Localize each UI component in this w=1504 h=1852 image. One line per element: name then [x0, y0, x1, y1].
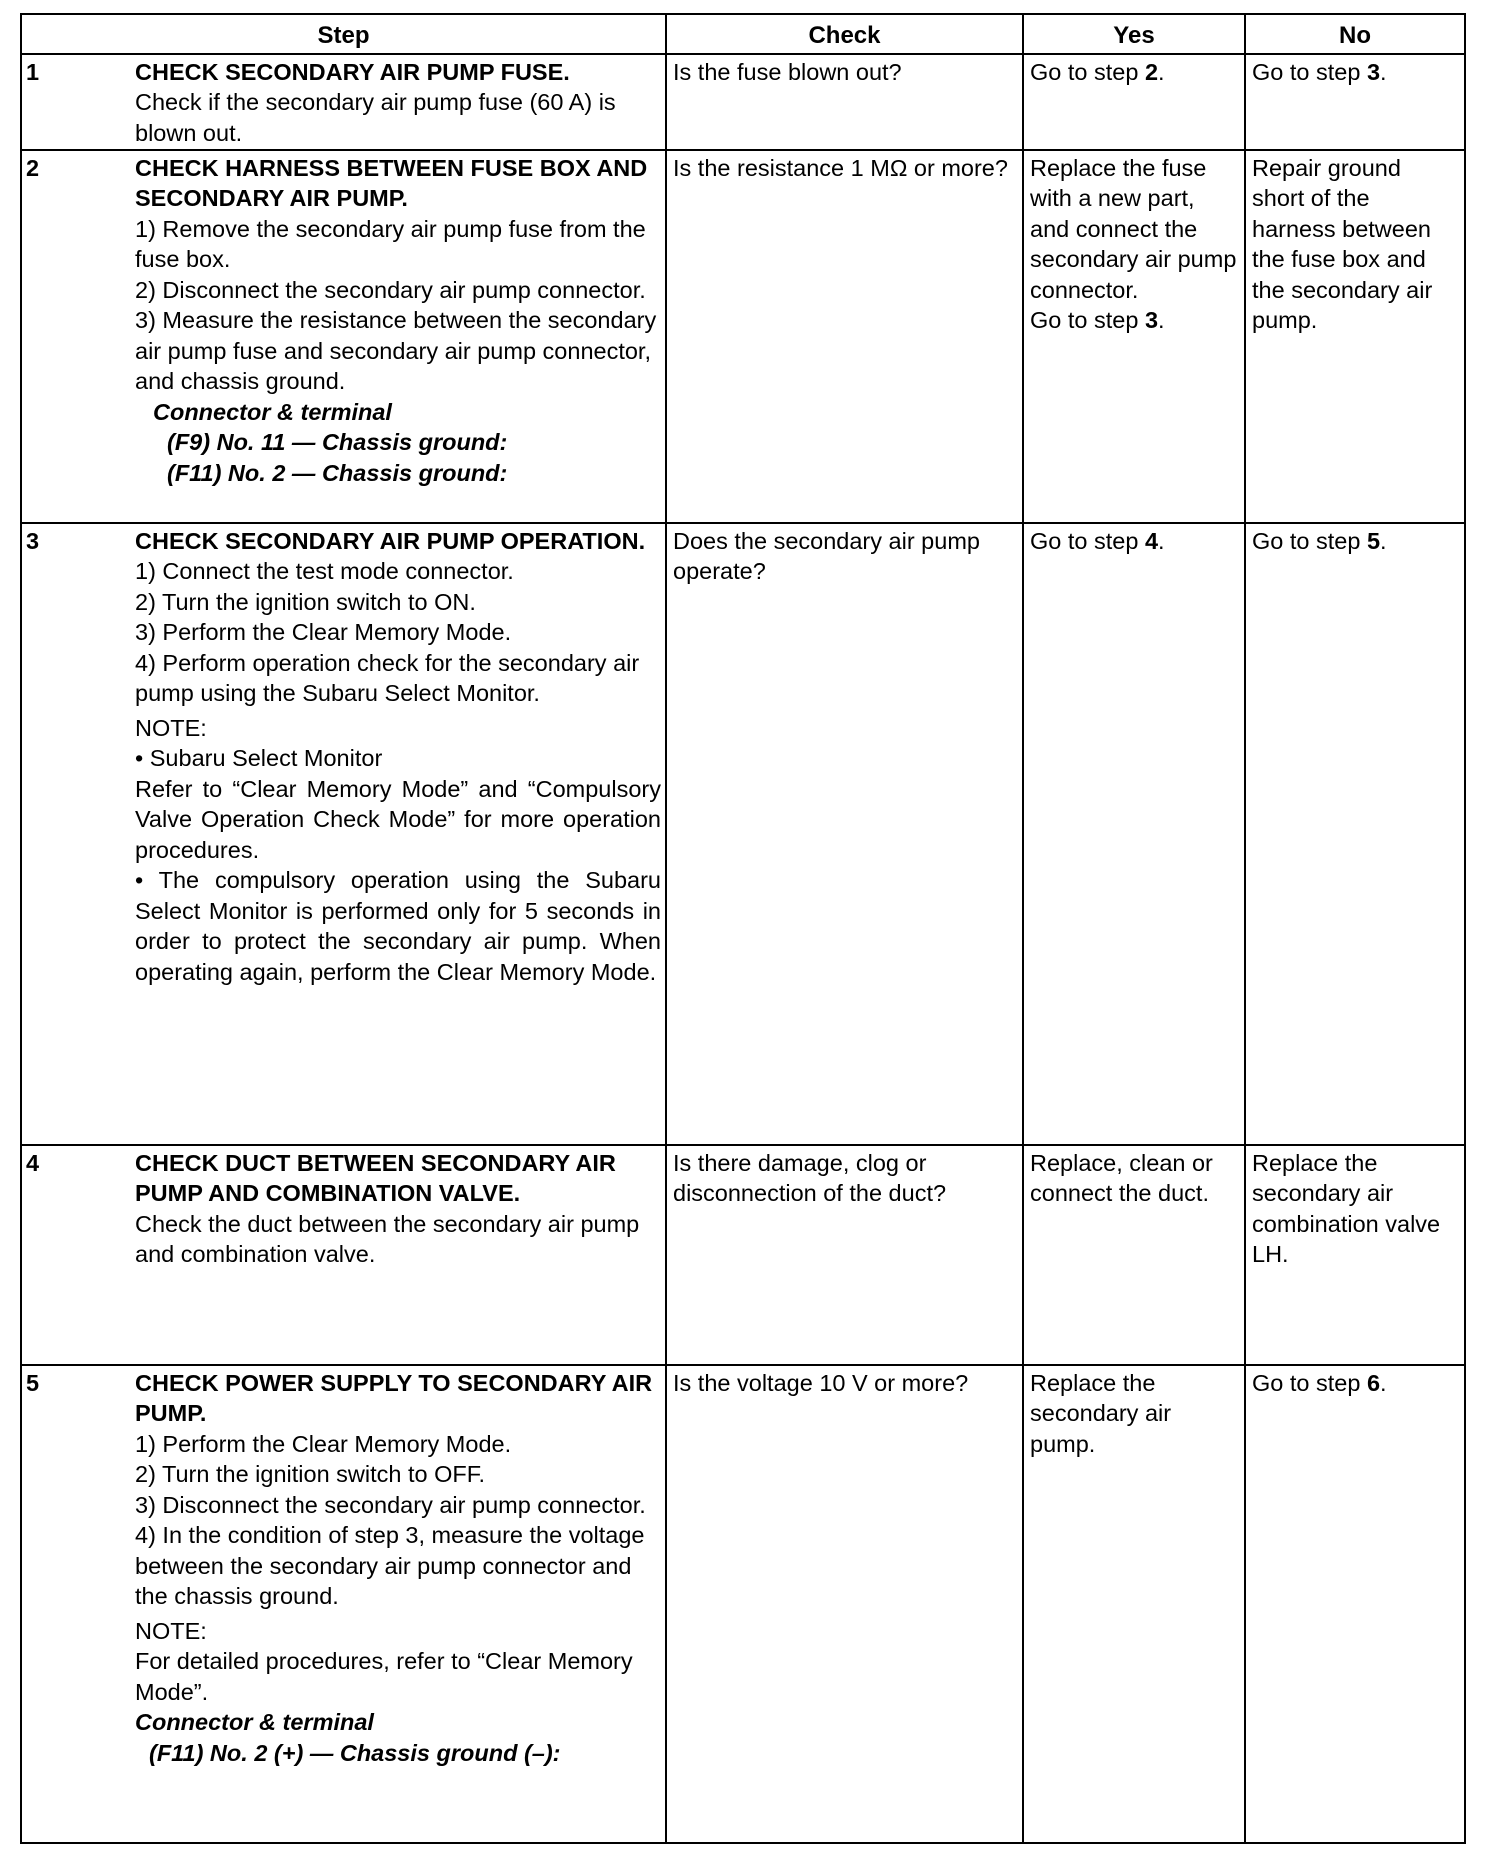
step-title: CHECK POWER SUPPLY TO SECONDARY AIR PUMP.	[135, 1369, 653, 1426]
yes-cell: Replace, clean or connect the duct.	[1023, 1145, 1245, 1365]
check-cell: Is there damage, clog or disconnection of the duct?	[666, 1145, 1023, 1365]
note-bullet: • Subaru Select Monitor	[135, 745, 383, 771]
table-row	[21, 1145, 1465, 1365]
connector-terminal-label: Connector & terminal	[153, 398, 392, 425]
step-cell	[21, 523, 666, 1145]
note-label: NOTE:	[135, 714, 207, 741]
connector-terminal-label: Connector & terminal	[135, 1709, 374, 1735]
no-cell: Repair ground short of the harness between the fuse box and the secondary air pump.	[1245, 150, 1465, 523]
yes-cell	[1023, 150, 1245, 523]
no-cell: Replace the secondary air combination valve LH.	[1245, 1145, 1465, 1365]
no-suffix: .	[1380, 58, 1387, 85]
step-title: CHECK HARNESS BETWEEN FUSE BOX AND SECONDARY AIR PUMP.	[135, 154, 648, 211]
step-substep: 2) Turn the ignition switch to ON.	[135, 588, 476, 615]
step-cell	[21, 1365, 666, 1843]
step-substep: 2) Disconnect the secondary air pump connector.	[135, 276, 646, 303]
no-suffix: .	[1380, 527, 1387, 554]
step-substep: 2) Turn the ignition switch to OFF.	[135, 1461, 486, 1487]
yes-prefix: Go to step	[1030, 307, 1145, 333]
step-number: 1	[26, 58, 40, 85]
step-number: 4	[26, 1149, 40, 1176]
step-substep: 4) Perform operation check for the secondary air pump using the Subaru Select Monitor.	[135, 649, 640, 706]
step-title: CHECK SECONDARY AIR PUMP FUSE.	[135, 58, 570, 85]
no-cell	[1245, 54, 1465, 150]
step-body: Check the duct between the secondary air pump and combination valve.	[135, 1210, 640, 1267]
note-text: For detailed procedures, refer to “Clear Memory Mode”.	[135, 1648, 633, 1705]
no-prefix: Go to step	[1252, 1369, 1367, 1396]
table-row	[21, 54, 1465, 150]
no-step-ref: 3	[1366, 58, 1381, 85]
yes-text: Replace the fuse with a new part, and connect the secondary air pump connector.	[1030, 154, 1237, 303]
step-substep: 1) Remove the secondary air pump fuse from the fuse box.	[135, 215, 646, 272]
connector-terminal-item: (F9) No. 11 — Chassis ground:	[167, 429, 508, 455]
header-check: Check	[666, 14, 1023, 54]
connector-terminal-item: (F11) No. 2 — Chassis ground:	[167, 459, 508, 486]
yes-suffix: .	[1158, 527, 1165, 554]
note-reference: Refer to “Clear Memory Mode” and “Compulsory Valve Operation Check Mode” for more operation procedures.	[135, 775, 661, 863]
no-step-ref: 5	[1366, 527, 1381, 554]
yes-cell: Replace the secondary air pump.	[1023, 1365, 1245, 1843]
table-row	[21, 150, 1465, 523]
no-step-ref: 6	[1366, 1369, 1381, 1396]
table-row	[21, 523, 1465, 1145]
yes-step-ref: 3	[1144, 307, 1159, 333]
step-title: CHECK SECONDARY AIR PUMP OPERATION.	[135, 527, 646, 554]
no-cell	[1245, 523, 1465, 1145]
header-yes: Yes	[1023, 14, 1245, 54]
step-substep: 3) Perform the Clear Memory Mode.	[135, 619, 512, 645]
diagnostic-table	[20, 13, 1466, 1844]
yes-suffix: .	[1158, 307, 1165, 333]
step-title: CHECK DUCT BETWEEN SECONDARY AIR PUMP AND COMBINATION VALVE.	[135, 1149, 616, 1206]
step-number: 5	[26, 1369, 40, 1396]
yes-suffix: .	[1158, 58, 1165, 85]
table-row	[21, 1365, 1465, 1843]
no-prefix: Go to step	[1252, 527, 1367, 554]
yes-cell	[1023, 523, 1245, 1145]
step-number: 3	[26, 527, 40, 554]
step-cell	[21, 54, 666, 150]
yes-prefix: Go to step	[1030, 527, 1145, 554]
step-substep: 3) Measure the resistance between the secondary air pump fuse and secondary air pump connector, and chassis ground.	[135, 307, 657, 394]
no-prefix: Go to step	[1252, 58, 1367, 85]
check-cell: Is the voltage 10 V or more?	[666, 1365, 1023, 1843]
yes-step-ref: 4	[1144, 527, 1159, 554]
header-step: Step	[21, 14, 666, 54]
header-row	[21, 14, 1465, 54]
step-number: 2	[26, 154, 40, 181]
check-cell: Does the secondary air pump operate?	[666, 523, 1023, 1145]
note-label: NOTE:	[135, 1617, 207, 1644]
no-suffix: .	[1380, 1369, 1387, 1396]
yes-cell	[1023, 54, 1245, 150]
yes-step-ref: 2	[1144, 58, 1159, 85]
diagnostic-table-wrapper	[20, 13, 1466, 1844]
check-cell: Is the resistance 1 MΩ or more?	[666, 150, 1023, 523]
step-substep: 1) Perform the Clear Memory Mode.	[135, 1430, 512, 1457]
yes-prefix: Go to step	[1030, 58, 1145, 85]
step-cell	[21, 150, 666, 523]
connector-terminal-item: (F11) No. 2 (+) — Chassis ground (–):	[149, 1739, 561, 1766]
step-substep: 4) In the condition of step 3, measure the voltage between the secondary air pump connector and the chassis ground.	[135, 1522, 645, 1609]
step-body: Check if the secondary air pump fuse (60 A) is blown out.	[135, 89, 616, 146]
check-cell: Is the fuse blown out?	[666, 54, 1023, 150]
step-cell	[21, 1145, 666, 1365]
note-bullet: • The compulsory operation using the Subaru Select Monitor is performed only for 5 seconds in order to protect the secondary air pump. When operating again, perform the Clear Memory Mode.	[135, 867, 661, 985]
header-no: No	[1245, 14, 1465, 54]
step-substep: 1) Connect the test mode connector.	[135, 558, 514, 584]
step-substep: 3) Disconnect the secondary air pump connector.	[135, 1491, 646, 1518]
no-cell	[1245, 1365, 1465, 1843]
